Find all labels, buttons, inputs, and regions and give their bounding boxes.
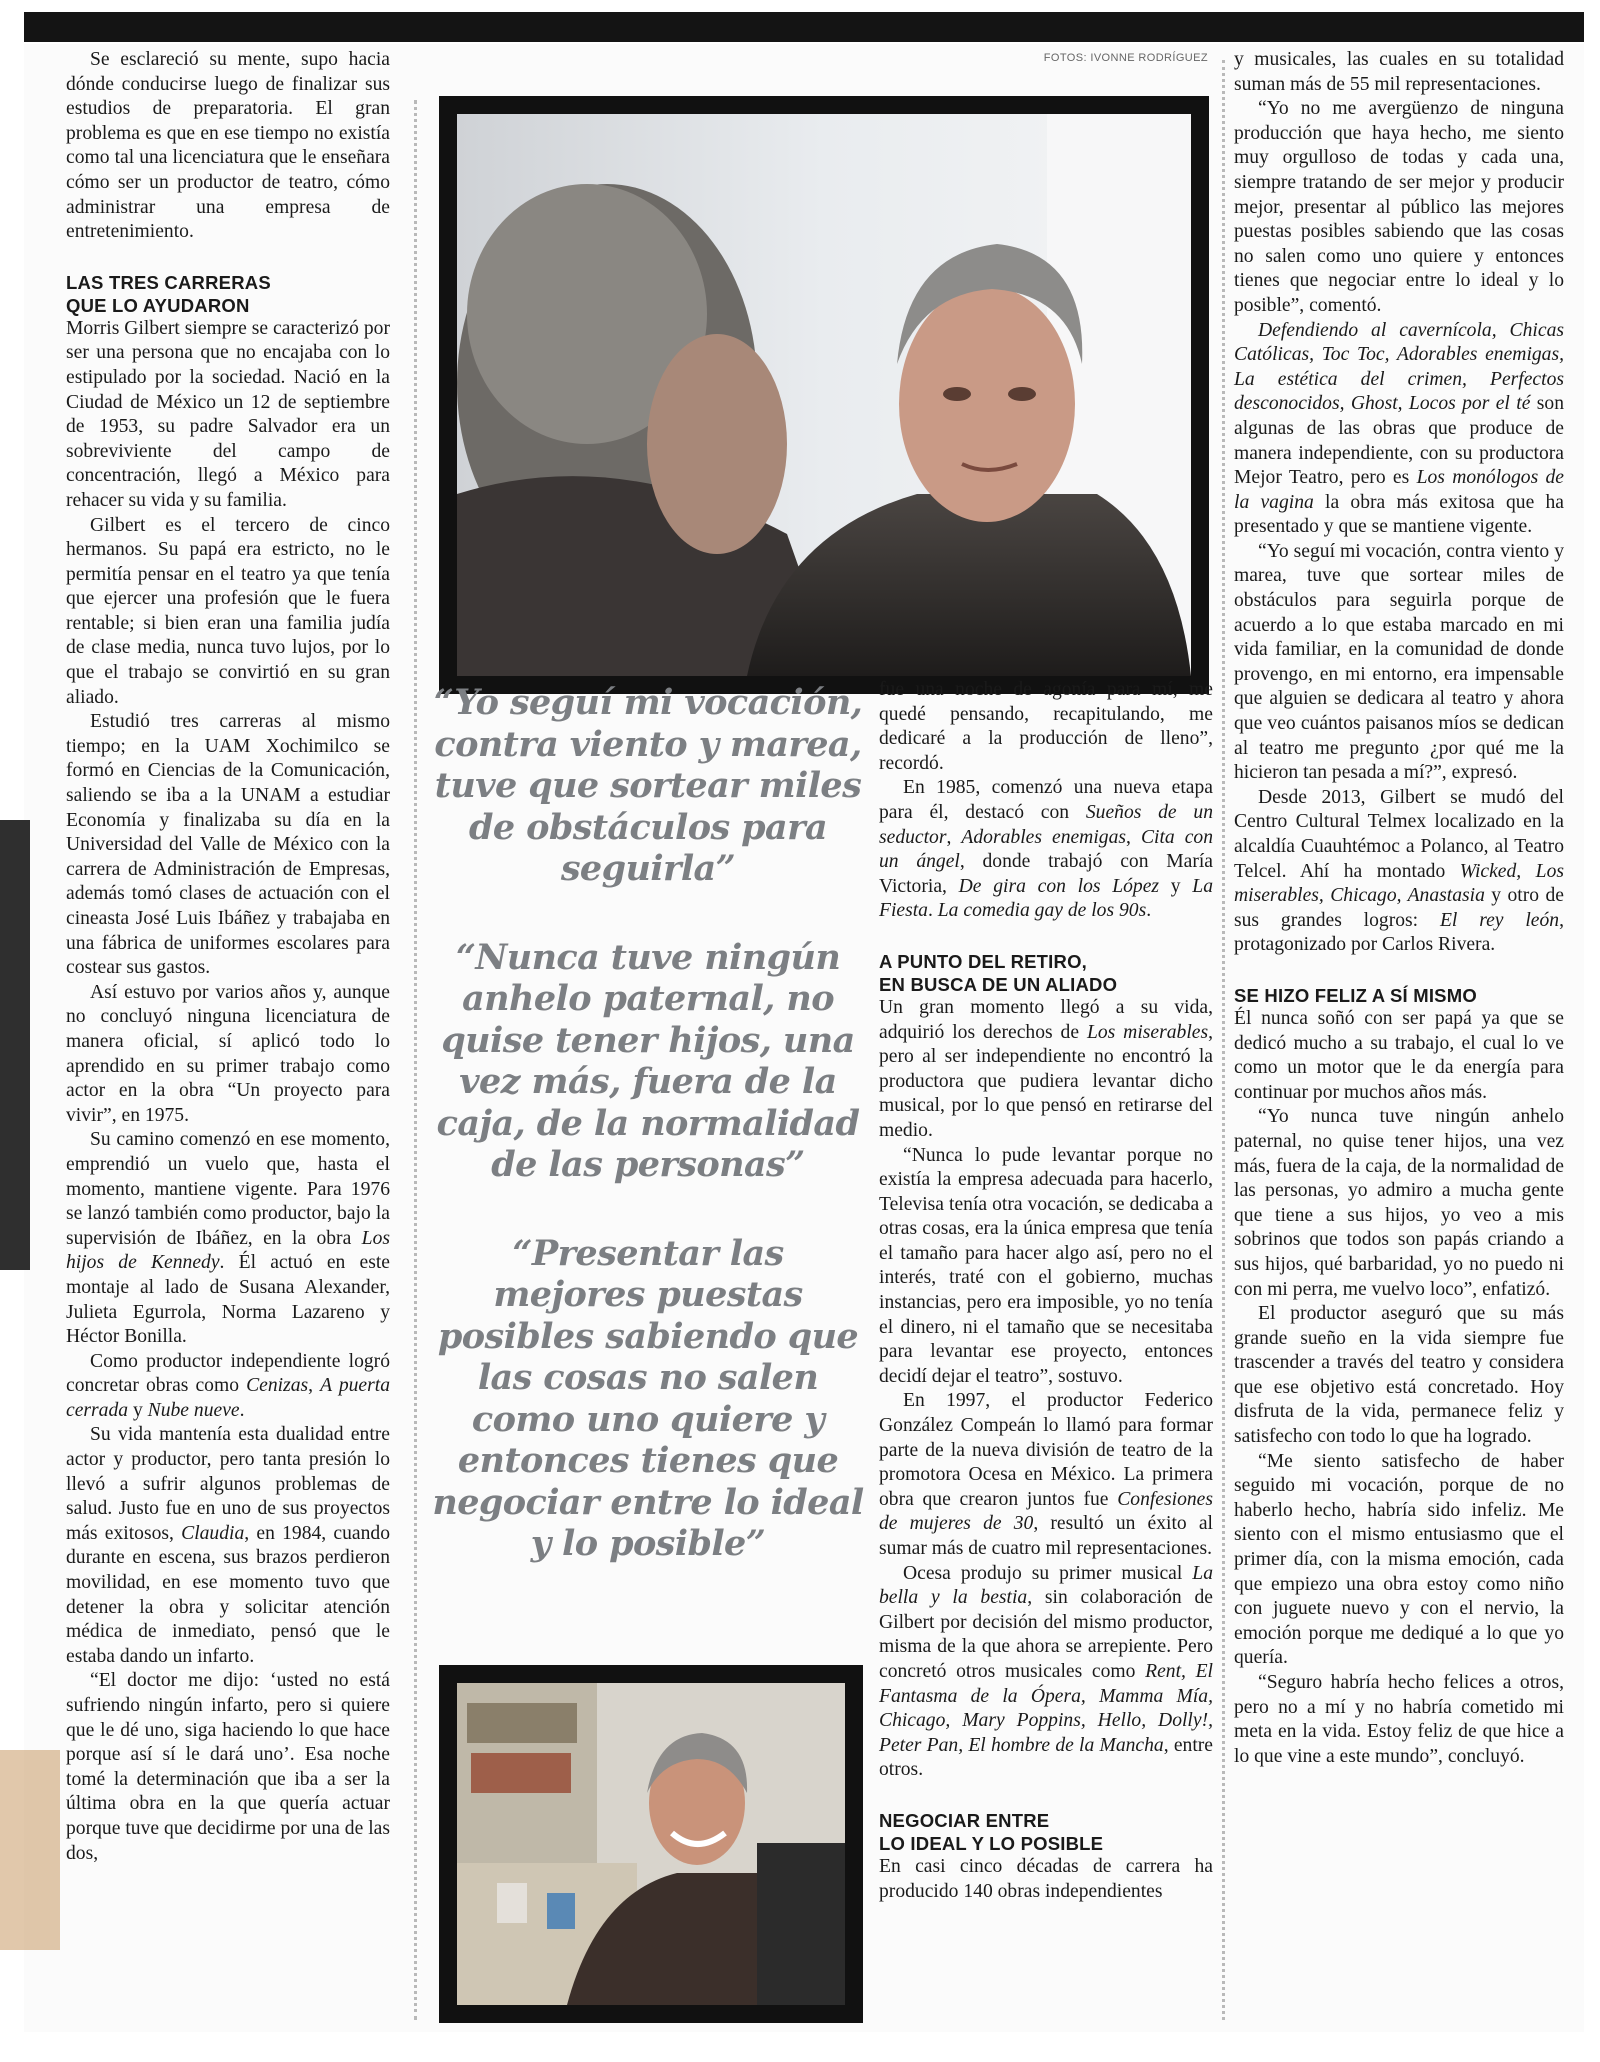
main-photo [457, 114, 1191, 676]
paragraph: Estudió tres carreras al mismo tiempo; en la UAM Xochimilco se formó en Ciencias de la Comunicación, saliendo se iba a la UNAM a estudiar Economía y finalizaba su día en la Universidad del Valle de México con la carrera de Administración de Empresas, además tomó clases de actuación con el cineasta José Luis Ibáñez y trabajaba en una fábrica de uniformes escolares para costear sus gastos. [66, 711, 390, 979]
portrait-mirror-image [457, 114, 1191, 676]
paragraph: Su camino comenzó en ese momento, emprendió un vuelo que, hasta el momento, mantiene vigente. Para 1976 se lanzó también como productor, bajo la supervisión de Ibáñez, en la obra Los hijos de Kennedy. Él actuó en este montaje al lado de Susana Alexander, Julieta Egurrola, Norma Lazareno y Héctor Bonilla. [66, 1129, 390, 1348]
article-column-1 [66, 48, 390, 1866]
paragraph: “Yo no me avergüenzo de ninguna producción que haya hecho, me siento muy orgulloso de todas y cada una, siempre tratando de ser mejor y producir mejor, presentar al público las mejores puestas posibles sabiendo que las cosas no salen como uno quiere y entonces tienes que negociar entre lo ideal y lo posible”, comentó. [1234, 98, 1564, 316]
article-column-4 [1234, 48, 1564, 1769]
secondary-photo [457, 1683, 845, 2005]
paragraph: Se esclareció su mente, supo hacia dónde conducirse luego de finalizar sus estudios de preparatoria. El gran problema es que en ese tiempo no existía como tal una licenciatura que le enseñara cómo ser un productor de teatro, cómo administrar una empresa de entretenimiento. [66, 49, 390, 243]
background-photo-edge [0, 820, 30, 1270]
paragraph: fue una noche de agonía para mí, me quedé pensando, recapitulando, me dedicaré a la producción de lleno”, recordó. [879, 679, 1213, 774]
paragraph: “Yo seguí mi vocación, contra viento y marea, tuve que sortear miles de obstáculos para seguirla porque de acuerdo a lo que estaba marcado en mi vida familiar, en la comunidad de donde provengo, en mi entorno, era impensable que alguien se dedicara al teatro y ahora que veo cuántos paisanos míos se dedican al teatro me pregunto ¿por qué me la hicieron tan pesada a mí?”, expresó. [1234, 540, 1564, 784]
paragraph: “Yo nunca tuve ningún anhelo paternal, no quise tener hijos, una vez más, fuera de la caja, de la normalidad de las personas, yo admiro a mucha gente que tiene a sus hijos, yo veo a mis sobrinos que todos son papás criando a sus hijos, qué barbaridad, yo no puedo ni con mi perra, me vuelvo loco”, enfatizó. [1234, 1106, 1564, 1300]
portrait-office-image [457, 1683, 845, 2005]
paragraph: Él nunca soñó con ser papá ya que se dedicó mucho a su trabajo, el cual lo ve como un motor que le da energía para continuar por muchos años más. [1234, 1007, 1564, 1103]
paragraph: Su vida mantenía esta dualidad entre actor y productor, pero tanta presión lo llevó a sufrir algunos problemas de salud. Justo fue en uno de sus proyectos más exitosos, Claudia, en 1984, cuando durante en escena, sus brazos perdieron movilidad, en ese momento tuvo que detener la obra y solicitar atención médica de inmediato, pensó que le estaba dando un infarto. [66, 1424, 390, 1667]
section-heading: LAS TRES CARRERAS QUE LO AYUDARON [66, 271, 271, 316]
secondary-photo-frame [439, 1665, 863, 2023]
main-photo-frame [439, 96, 1209, 694]
column-divider [1222, 60, 1225, 2020]
paragraph: Ocesa produjo su primer musical La bella y la bestia, sin colaboración de Gilbert por decisión del mismo productor, misma de la que ahora se arrepiente. Pero concretó otros musicales como Rent, El Fantasma de la Ópera, Mamma Mía, Chicago, Mary Poppins, Hello, Dolly!, Peter Pan, El hombre de la Mancha, entre otros. [879, 1562, 1213, 1781]
top-bar [24, 12, 1584, 42]
section-heading: A PUNTO DEL RETIRO, EN BUSCA DE UN ALIADO [879, 950, 1118, 995]
paragraph: “Seguro habría hecho felices a otros, pero no a mí y no habría cometido mi meta en la vida. Estoy feliz de que hice a lo que vine a este mundo”, concluyó. [1234, 1672, 1564, 1767]
pull-quotes [432, 682, 864, 1612]
paragraph: “Nunca lo pude levantar porque no existía la empresa adecuada para hacerlo, Televisa tenía otra vocación, se dedicaba a otras cosas, era la única empresa que tenía el tamaño para hacer algo así, pero no el interés, traté con el gobierno, muchas instancias, pero era imposible, yo no tenía el dinero, ni el tamaño que se necesitaba para levantar ese proyecto, entonces decidí dejar el teatro”, sostuvo. [879, 1144, 1213, 1387]
paragraph: Gilbert es el tercero de cinco hermanos. Su papá era estricto, no le permitía pensar en el teatro ya que tenía que ejercer una profesión que le fuera rentable; si bien eran una familia judía de clase media, nunca tuvo lujos, por lo que el trabajo se convirtió en su gran aliado. [66, 514, 390, 708]
paragraph: El productor aseguró que su más grande sueño en la vida siempre fue trascender a través del teatro y considera que ese objetivo está concretado. Hoy disfruta de la vida, permanece feliz y satisfecho con todo lo que ha logrado. [1234, 1303, 1564, 1448]
paragraph: En 1985, comenzó una nueva etapa para él, destacó con Sueños de un seductor, Adorables enemigas, Cita con un ángel, donde trabajó con María Victoria, De gira con los López y La Fiesta. La comedia gay de los 90s. [879, 777, 1214, 922]
paragraph: Así estuvo por varios años y, aunque no concluyó ninguna licenciatura de manera oficial, sí aplicó todo lo aprendido en su primer trabajo como actor en la obra “Un proyecto para vivir”, en 1975. [66, 981, 390, 1126]
pull-quote: “Nunca tuve ningún anhelo paternal, no quise tener hijos, una vez más, fuera de la caja, de la normalidad de las personas” [436, 936, 860, 1185]
article-column-3 [879, 678, 1213, 1904]
paragraph: Un gran momento llegó a su vida, adquirió los derechos de Los miserables, pero al ser independiente no encontró la productora que pudiera levantar dicho musical, por lo que pensó en retirarse del medio. [879, 996, 1213, 1141]
paragraph: Desde 2013, Gilbert se mudó del Centro Cultural Telmex localizado en la alcaldía Cuauhtémoc a Polanco, al Teatro Telcel. Ahí ha montado Wicked, Los miserables, Chicago, Anastasia y otro de sus grandes logros: El rey león, protagonizado por Carlos Rivera. [1234, 786, 1564, 956]
pull-quote: “Presentar las mejores puestas posibles sabiendo que las cosas no salen como uno quiere y entonces tienes que negociar entre lo ideal y lo posible” [432, 1232, 864, 1564]
photo-credit: FOTOS: IVONNE RODRÍGUEZ [1043, 52, 1208, 64]
paragraph: “Me siento satisfecho de haber seguido mi vocación, porque de no haberlo hecho, habría sido infeliz. Me siento con el mismo entusiasmo que el primer día, con la misma emoción, cada que empiezo una obra estoy como niño con juguete nuevo y con el nervio, la emoción porque me dediqué a lo que yo quería. [1234, 1450, 1564, 1669]
paragraph: En casi cinco décadas de carrera ha producido 140 obras independientes [879, 1855, 1213, 1902]
paragraph: “El doctor me dijo: ‘usted no está sufriendo ningún infarto, pero si quiere que le dé uno, siga haciendo lo que hace porque así sí le dará uno’. Esa noche tomé la determinación que iba a ser la última obra en la que quería actuar porque tuve que decidirme por una de las dos, [66, 1670, 390, 1864]
paragraph: Defendiendo al cavernícola, Chicas Católicas, Toc Toc, Adorables enemigas, La estética del crimen, Perfectos desconocidos, Ghost, Locos por el té son algunas de las obras que produce de manera independiente, con su productora Mejor Teatro, pero es Los monólogos de la vagina la obra más exitosa que ha presentado y que se mantiene vigente. [1234, 319, 1565, 538]
section-heading: NEGOCIAR ENTRE LO IDEAL Y LO POSIBLE [879, 1809, 1104, 1854]
pull-quote: “Yo seguí mi vocación, contra viento y marea, tuve que sortear miles de obstáculos para seguirla” [433, 682, 863, 889]
paragraph: y musicales, las cuales en su totalidad suman más de 55 mil representaciones. [1234, 49, 1564, 95]
background-photo-edge-bottom [0, 1750, 60, 1950]
paragraph: En 1997, el productor Federico González Compeán lo llamó para formar parte de la nueva división de teatro de la promotora Ocesa en México. La primera obra que crearon juntos fue Confesiones de mujeres de 30, resultó un éxito al sumar más de cuatro mil representaciones. [879, 1390, 1214, 1559]
column-divider [414, 100, 417, 2020]
paragraph: Morris Gilbert siempre se caracterizó por ser una persona que no encajaba con lo estipulado por la sociedad. Nació en la Ciudad de México un 12 de septiembre de 1953, su padre Salvador era un sobreviviente del campo de concentración, llegó a México para rehacer su vida y su familia. [66, 317, 390, 511]
section-heading: SE HIZO FELIZ A SÍ MISMO [1234, 984, 1477, 1006]
paragraph: Como productor independiente logró concretar obras como Cenizas, A puerta cerrada y Nube nueve. [66, 1350, 390, 1421]
